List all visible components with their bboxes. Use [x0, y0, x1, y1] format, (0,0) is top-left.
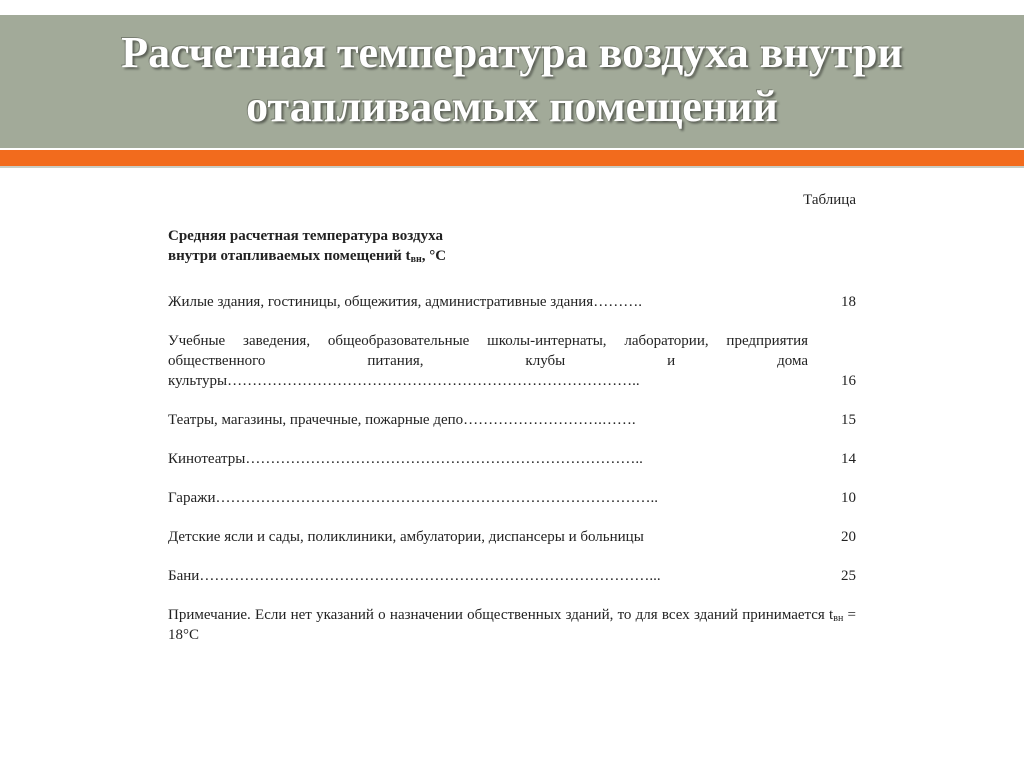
table-row [168, 566, 856, 586]
heading-subscript: вн [410, 254, 422, 265]
note-prefix: Примечание. Если нет указаний о назначении общественных зданий, то для всех зданий принимается t [168, 607, 834, 623]
row-value: 16 [841, 373, 856, 389]
table-row [168, 488, 856, 508]
row-value: 18 [841, 294, 856, 310]
table-row [168, 292, 856, 312]
slide-title-line-2: отапливаемых помещений [246, 82, 778, 131]
note-subscript: вн [833, 613, 844, 624]
heading-line-2-prefix: внутри отапливаемых помещений t [168, 248, 411, 264]
row-value: 15 [841, 412, 856, 428]
row-label: Театры, магазины, прачечные, пожарные депо……………………….……. [168, 412, 636, 428]
row-value: 25 [841, 568, 856, 584]
slide-title-line-1: Расчетная температура воздуха внутри [121, 28, 903, 77]
heading-line-2-suffix: , °С [421, 248, 447, 264]
table-row [168, 449, 856, 469]
table-heading-line-2 [168, 246, 856, 266]
table-heading-line-1: Средняя расчетная температура воздуха [168, 228, 443, 244]
table-label: Таблица [803, 192, 856, 208]
thin-divider [0, 166, 1024, 168]
slide-title [0, 26, 1024, 134]
row-label: Бани………………………………………………………………………………... [168, 568, 661, 584]
table-row [168, 410, 856, 430]
row-label: Жилые здания, гостиницы, общежития, административные здания………. [168, 294, 642, 310]
row-value: 20 [841, 529, 856, 545]
row-label: Кинотеатры…………………………………………………………………….. [168, 451, 643, 467]
table-row [168, 331, 856, 391]
table-heading [168, 226, 856, 266]
accent-bar [0, 150, 1024, 166]
row-label: Гаражи…………………………………………………………………………….. [168, 490, 659, 506]
document-body [168, 190, 856, 645]
row-label: Детские ясли и сады, поликлиники, амбулатории, диспансеры и больницы [168, 529, 644, 545]
row-value: 10 [841, 490, 856, 506]
row-value: 14 [841, 451, 856, 467]
table-row [168, 527, 856, 547]
row-label: Учебные заведения, общеобразовательные школы-интернаты, лаборатории, предприятия общественного питания, клубы и дома культуры……………………………………………………………………….. [168, 333, 808, 389]
note-suffix: = 18°С [168, 607, 856, 643]
table-note [168, 605, 856, 645]
